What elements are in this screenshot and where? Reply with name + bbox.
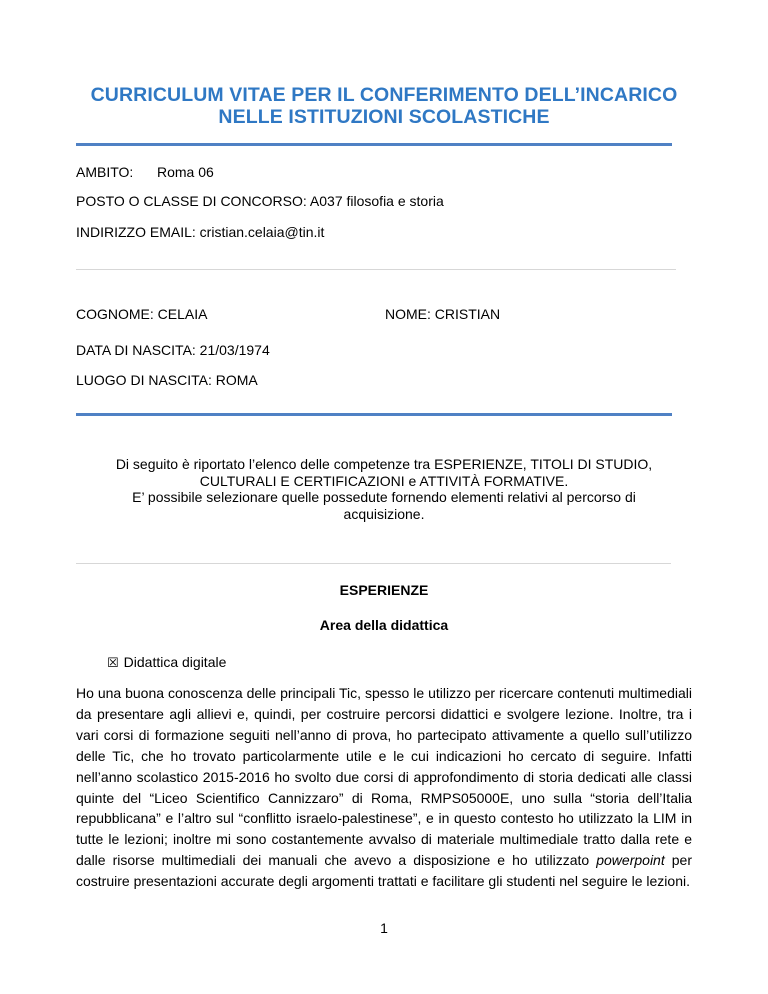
paragraph-text-2: per costruire presentazioni accurate degli argomenti trattati e facilitare gli studenti nel seguire le lezioni.	[76, 852, 693, 890]
paragraph-italic-term: powerpoint	[596, 852, 665, 869]
paragraph-text-1: Ho una buona conoscenza delle principali Tic, spesso le utilizzo per ricercare contenuti multimediali da presentare agli allievi e, quindi, per costruire percorsi didattici e svolgere lezione. Inoltre, tra i vari corsi di formazione seguiti nell’anno di prova, ho partecipato attivamente a quello sull’utilizzo delle Tic, che ho trovato particolarmente utile e le cui indicazioni ho cercato di seguire. Infatti nell’anno scolastico 2015-2016 ho svolto due corsi di approfondimento di storia dedicati alle classi quinte del “Liceo Scientifico Cannizzaro” di Roma, RMPS05000E, uno sulla “storia dell’Italia repubblicana” e l’altro sul “conflitto israelo-palestinese”, e in questo contesto ho utilizzato la LIM in tutte le lezioni; inoltre mi sono costantemente avvalso di materiale multimediale tratto dalla rete e dalle risorse multimediali dei manuali che avevo a disposizione e ho utilizzato	[76, 685, 692, 869]
posto-field: POSTO O CLASSE DI CONCORSO: A037 filosofia e storia	[76, 193, 444, 209]
title-line-2: NELLE ISTITUZIONI SCOLASTICHE	[218, 106, 550, 128]
checkbox-label: Didattica digitale	[123, 654, 227, 670]
data-nascita-field: DATA DI NASCITA: 21/03/1974	[76, 342, 270, 358]
intro-text	[76, 456, 692, 522]
page-number: 1	[380, 920, 388, 936]
subsection-heading-didattica: Area della didattica	[319, 617, 449, 633]
nome-field: NOME: CRISTIAN	[385, 306, 501, 322]
intro-line-2: CULTURALI E CERTIFICAZIONI e ATTIVITÀ FORMATIVE.	[199, 472, 569, 489]
ambito-label: AMBITO:	[76, 164, 134, 180]
grey-divider-2	[76, 563, 671, 564]
title-line-1: CURRICULUM VITAE PER IL CONFERIMENTO DELL’INCARICO	[90, 84, 678, 106]
cognome-field: COGNOME: CELAIA	[76, 306, 208, 322]
luogo-nascita-field: LUOGO DI NASCITA: ROMA	[76, 372, 258, 388]
intro-line-3: E’ possibile selezionare quelle possedute fornendo elementi relativi al percorso di	[132, 489, 636, 505]
document-title	[60, 84, 708, 128]
blue-divider-bottom	[76, 413, 672, 416]
didattica-digitale-checkbox-row[interactable]	[107, 654, 226, 671]
ambito-value: Roma 06	[157, 164, 214, 180]
section-heading-esperienze: ESPERIENZE	[339, 582, 429, 598]
email-field: INDIRIZZO EMAIL: cristian.celaia@tin.it	[76, 224, 325, 240]
intro-line-1: Di seguito è riportato l’elenco delle competenze tra ESPERIENZE, TITOLI DI STUDIO,	[115, 456, 653, 472]
checked-box-icon[interactable]: ☒	[107, 656, 119, 671]
intro-line-4: acquisizione.	[343, 505, 425, 522]
grey-divider-1	[76, 269, 676, 270]
blue-divider-top	[76, 143, 672, 146]
didattica-digitale-paragraph	[76, 683, 692, 892]
